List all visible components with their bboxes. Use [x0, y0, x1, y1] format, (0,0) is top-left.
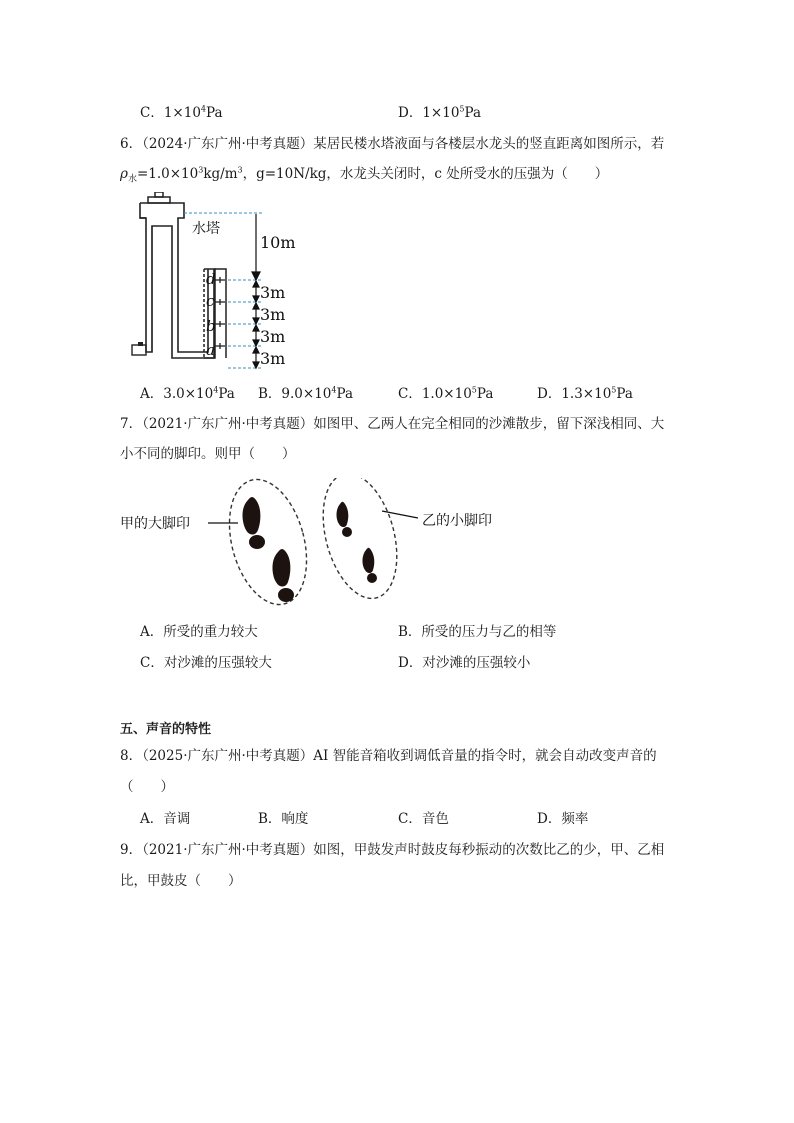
q6-density-unit-exponent: 3 — [237, 165, 243, 175]
q7-right-label: 乙的小脚印 — [422, 513, 492, 529]
q6-dist-3m-4: 3m — [260, 349, 286, 368]
q6-letter-b: b — [206, 317, 216, 335]
q6-option-c — [398, 384, 493, 404]
q5-option-c-unit: Pa — [206, 105, 223, 121]
q6-dist-3m-2: 3m — [260, 305, 286, 324]
q6-dist-3m-1: 3m — [260, 283, 286, 302]
q6-letter-c: c — [206, 292, 215, 310]
section-5-heading: 五、声音的特性 — [120, 722, 212, 737]
q7-option-b: B．所受的压力与乙的相等 — [398, 624, 557, 640]
q6-option-c-unit: Pa — [476, 386, 494, 402]
q7-small-footprints — [337, 502, 378, 583]
q7-stem-line1: 7．（2021·广东广州·中考真题）如图甲、乙两人在完全相同的沙滩散步，留下深浅相同、大 — [120, 416, 665, 432]
q7-left-label: 甲的大脚印 — [120, 516, 190, 532]
q6-option-a — [140, 384, 235, 404]
q6-density-exponent: 3 — [198, 165, 204, 175]
q8-option-b: B．响度 — [258, 811, 309, 827]
q6-option-a-text: A．3.0×10 — [140, 386, 214, 402]
q6-option-b — [258, 384, 353, 404]
q8-option-a: A．音调 — [140, 811, 191, 827]
q8-stem-line2: （ ） — [120, 779, 174, 795]
q6-letter-d: d — [206, 270, 216, 288]
q5-option-d — [398, 103, 481, 123]
q6-stem-line2 — [120, 164, 608, 184]
q6-option-b-exponent: 4 — [331, 385, 337, 395]
q6-option-c-text: C．1.0×10 — [398, 386, 472, 402]
q6-option-b-unit: Pa — [336, 386, 354, 402]
q5-option-d-text: D．1×10 — [398, 105, 460, 121]
q7-option-d: D．对沙滩的压强较小 — [398, 655, 531, 671]
q6-tower-label: 水塔 — [192, 221, 220, 237]
q6-rho-subscript: 水 — [127, 174, 137, 185]
q8-option-c: C．音色 — [398, 811, 449, 827]
q5-option-c-exponent: 4 — [200, 104, 207, 114]
q6-density-value: =1.0×10 — [136, 166, 199, 182]
q8-stem-line1: 8．（2025·广东广州·中考真题）AI 智能音箱收到调低音量的指令时，就会自动改变声音的 — [120, 748, 657, 764]
q6-dist-10m: 10m — [260, 233, 296, 252]
q9-stem-line2: 比，甲鼓皮（ ） — [120, 873, 242, 889]
q6-water-tower-figure — [118, 192, 308, 374]
q6-option-b-text: B．9.0×10 — [258, 386, 332, 402]
q8-option-d: D．频率 — [537, 811, 589, 827]
q5-option-c-text: C．1×10 — [140, 105, 201, 121]
q6-rho-symbol: ρ — [120, 166, 128, 182]
q7-footprints-figure — [118, 478, 538, 608]
q6-option-d-exponent: 5 — [611, 385, 617, 395]
q7-option-a: A．所受的重力较大 — [140, 624, 258, 640]
q6-letter-a: a — [206, 341, 215, 359]
q6-stem-line1: 6．（2024·广东广州·中考真题）某居民楼水塔液面与各楼层水龙头的竖直距离如图所示，若 — [120, 136, 665, 152]
q9-stem-line1: 9．（2021·广东广州·中考真题）如图，甲鼓发声时鼓皮每秒振动的次数比乙的少，甲、乙相 — [120, 842, 665, 858]
q6-stem-rest: ，g=10N/kg，水龙头关闭时，c 处所受水的压强为（ ） — [242, 166, 609, 182]
q5-option-c — [140, 103, 223, 123]
q6-option-d-text: D．1.3×10 — [537, 386, 612, 402]
q6-dist-3m-3: 3m — [260, 327, 286, 346]
q6-option-d — [537, 384, 633, 404]
q7-stem-line2: 小不同的脚印。则甲（ ） — [120, 446, 296, 462]
q6-density-unit: kg/m — [203, 166, 238, 182]
q5-option-d-exponent: 5 — [459, 104, 465, 114]
q7-option-c: C．对沙滩的压强较大 — [140, 655, 272, 671]
q6-option-a-exponent: 4 — [213, 385, 219, 395]
q6-option-a-unit: Pa — [218, 386, 235, 402]
q6-option-d-unit: Pa — [616, 386, 633, 402]
q6-option-c-exponent: 5 — [471, 385, 477, 395]
q5-option-d-unit: Pa — [464, 105, 482, 121]
